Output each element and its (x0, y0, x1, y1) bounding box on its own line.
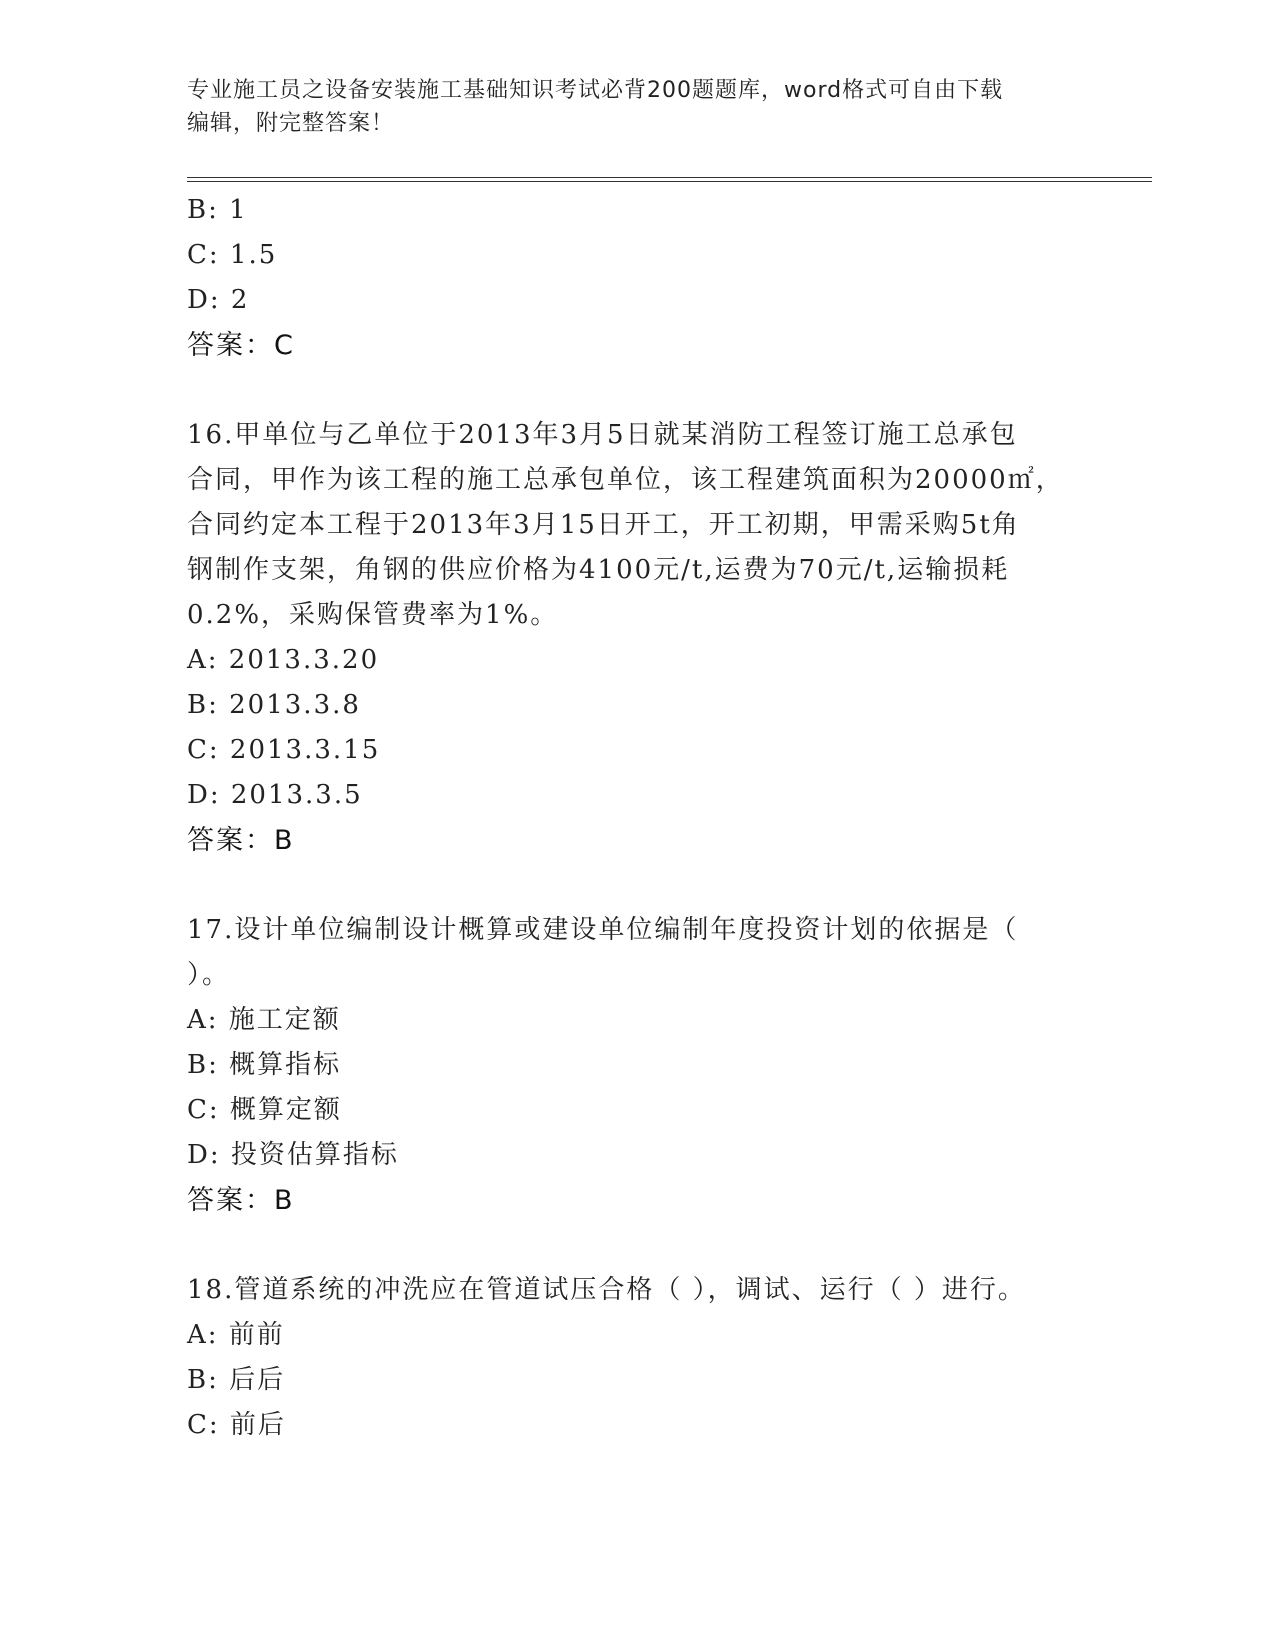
question-stem-line: 0.2%，采购保管费率为1%。 (187, 600, 559, 630)
option-d: D: 2013.3.5 (187, 780, 363, 810)
option-b: B: 后后 (187, 1365, 286, 1395)
spacer (187, 863, 1087, 908)
option-c: C: 2013.3.15 (187, 735, 381, 765)
answer-line: 答案：C (187, 330, 295, 361)
question-stem-line: 钢制作支架，角钢的供应价格为4100元/t,运费为70元/t,运输损耗 (187, 555, 1010, 585)
header-title-line2: 编辑，附完整答案！ (187, 111, 395, 136)
question-stem-line: 18.管道系统的冲洗应在管道试压合格（ ），调试、运行（ ）进行。 (187, 1275, 1026, 1305)
option-a: A: 施工定额 (187, 1005, 341, 1035)
question-stem-line: ）。 (187, 960, 231, 990)
header-divider (187, 177, 1152, 183)
header-title-line1: 专业施工员之设备安装施工基础知识考试必背200题题库，word格式可自由下载 (187, 78, 1004, 103)
option-c: C: 概算定额 (187, 1095, 342, 1125)
header-divider-line-top (187, 177, 1152, 178)
page-header (187, 74, 1087, 140)
question-stem-line: 合同，甲作为该工程的施工总承包单位，该工程建筑面积为20000㎡， (187, 465, 1064, 495)
option-a: A: 2013.3.20 (187, 645, 380, 675)
option-a: A: 前前 (187, 1320, 285, 1350)
option-c: C: 1.5 (187, 240, 278, 270)
option-b: B: 概算指标 (187, 1050, 342, 1080)
question-stem-line: 17.设计单位编制设计概算或建设单位编制年度投资计划的依据是（ (187, 915, 1019, 945)
header-divider-line-bottom (187, 181, 1152, 182)
question-stem-line: 16.甲单位与乙单位于2013年3月5日就某消防工程签订施工总承包 (187, 420, 1018, 450)
question-18 (187, 1268, 1087, 1448)
answer-line: 答案：B (187, 1185, 295, 1216)
option-c: C: 前后 (187, 1410, 286, 1440)
question-15-tail (187, 188, 1087, 368)
answer-line: 答案：B (187, 825, 295, 856)
question-list (187, 188, 1087, 1448)
spacer (187, 1223, 1087, 1268)
option-b: B: 2013.3.8 (187, 690, 361, 720)
option-d: D: 2 (187, 285, 250, 315)
question-stem-line: 合同约定本工程于2013年3月15日开工，开工初期，甲需采购5t角 (187, 510, 1020, 540)
spacer (187, 368, 1087, 413)
question-17 (187, 908, 1087, 1223)
option-d: D: 投资估算指标 (187, 1140, 399, 1170)
question-16 (187, 413, 1087, 863)
option-b: B: 1 (187, 195, 248, 225)
